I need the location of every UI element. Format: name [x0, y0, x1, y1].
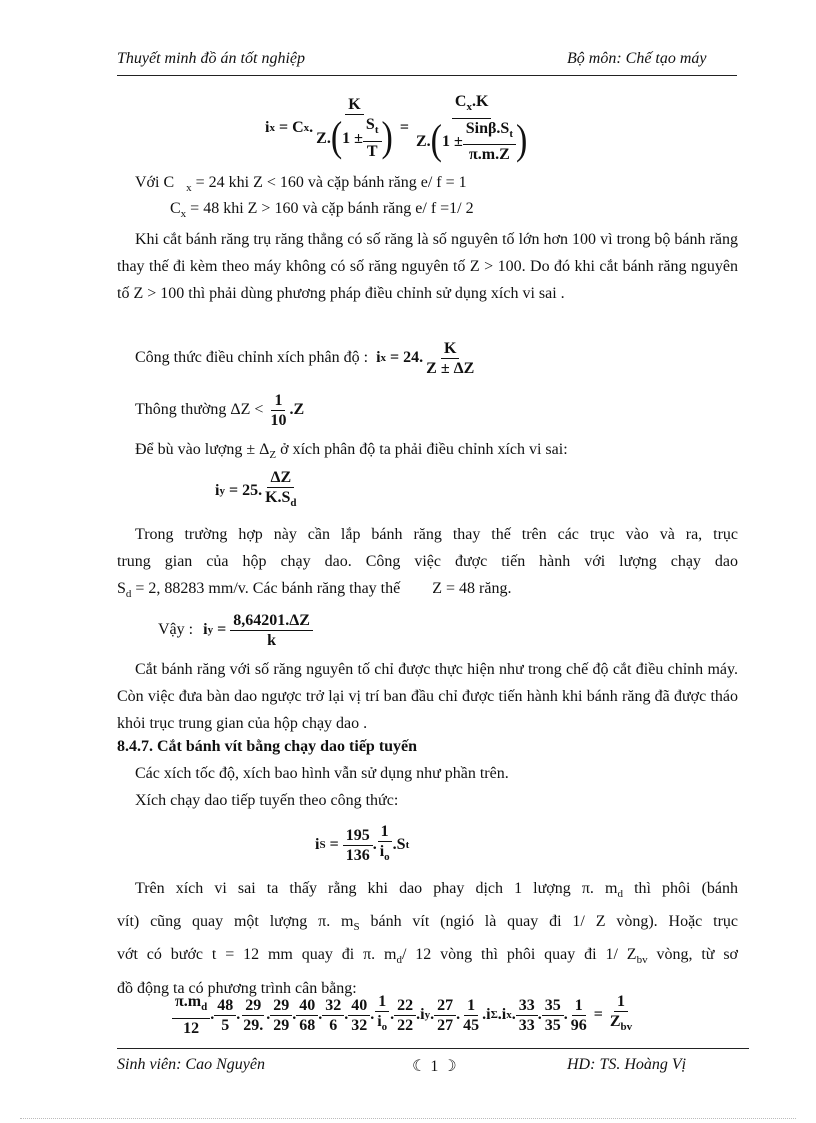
- formula-vay: Vậy : i y = $\frac{8,64201.\Delta Z}{k}$: [158, 606, 313, 654]
- eq-fraction: 33 33: [516, 996, 538, 1035]
- paragraph-feed-formula: Xích chạy dao tiếp tuyến theo công thức:: [135, 792, 399, 809]
- eq-fraction: 22 22: [394, 996, 416, 1035]
- paragraph-differential: Trên xích vi sai ta thấy rằng khi dao phay dịch 1 lượng π. $m_d$ thì phôi (bánh vít) cũng quay một lượng π. $m_S$ bánh vít (ngió là quay đi 1/ Z vòng). Hoặc trục vớt có bước t = 12 mm quay đi π. $m_d/$ 12 vòng thì phôi quay đi 1/ $Z_{bv}$ vòng, từ sơ đồ động ta có phương trình cân bằng:: [117, 880, 739, 997]
- dot: .: [292, 1006, 297, 1023]
- eq-fraction: 1 $i_o$: [374, 992, 390, 1037]
- footer-left: Sinh viên: Cao Nguyên: [117, 1056, 265, 1073]
- paragraph-change-gears: Trong trường hợp này cần lắp bánh răng thay thế trên các trục vào và ra, trục trung gian của hộp chạy dao. Công việc được tiến hành với lượng chạy dao $S_d = 2$, 88283 mm/v. Các bánh răng thay thế Z = 48 răng.: [117, 526, 738, 601]
- dot: .: [210, 1006, 215, 1023]
- eq-fraction: 40 68: [296, 996, 318, 1035]
- eq-subscript: o: [381, 1021, 388, 1034]
- eq-subscript: y: [424, 1009, 431, 1021]
- eq-fraction: 27 27: [434, 996, 456, 1035]
- paragraph-speed-chains: Các xích tốc độ, xích bao hình vẫn sử dụng như phần trên.: [135, 765, 509, 782]
- paragraph-prime-cutting: Cắt bánh răng với số răng nguyên tố chỉ được thực hiện như trong chế độ cắt điều chỉnh máy. Còn việc đưa bàn dao ngược trở lại vị trí ban đầu chỉ được tiến hành khi bánh răng đã được tháo khỏi trục trung gian của hộp chạy dao .: [117, 661, 738, 732]
- eq-text: .i: [482, 1006, 491, 1023]
- dot: .: [266, 1006, 271, 1023]
- formula-balance: [172, 990, 635, 1040]
- formula-delta-z: Thông thường ΔZ < 1 10 .Z: [135, 391, 305, 429]
- eq-text: .i: [497, 1006, 507, 1023]
- dot: .: [236, 1006, 241, 1023]
- eq-fraction: 32 6: [322, 996, 344, 1035]
- formula-iy: i y = 25. ΔZ $K.S_d$: [215, 469, 297, 510]
- dot: .: [456, 1006, 461, 1023]
- section-heading: 8.4.7. Cắt bánh vít bằng chạy dao tiếp tuyến: [117, 738, 418, 755]
- dot: .: [370, 1006, 375, 1023]
- dot: .: [430, 1006, 435, 1023]
- cx-line-2: $C_x = 48$ khi Z > 160 và cặp bánh răng e/ f =1/ 2: [170, 200, 474, 221]
- dot: .: [563, 1006, 568, 1023]
- eq-fraction: 48 5: [214, 996, 236, 1035]
- eq-subscript: Σ: [490, 1009, 498, 1021]
- dot: .: [390, 1006, 395, 1023]
- paragraph-prime-gears: Khi cắt bánh răng trụ răng thẳng có số răng là số nguyên tố lớn hơn 100 vì trong bộ bánh răng thay thế đi kèm theo máy không có số răng nguyên tố Z > 100. Do đó khi cắt bánh răng nguyên tố Z > 100 thì phải dùng phương pháp điều chỉnh sử dụng xích vi sai .: [117, 231, 738, 302]
- footer-right: HD: TS. Hoàng Vị: [567, 1056, 687, 1073]
- equals: =: [593, 1006, 603, 1023]
- eq-fraction: 40 32: [348, 996, 370, 1035]
- dot: .: [511, 1006, 516, 1023]
- header-left: Thuyết minh đồ án tốt nghiệp: [117, 50, 305, 67]
- formula-ix: i x = C x . K Z. ( 1 ± $\frac{S_t}{T}$ ) = $C_x.K$ Z. ( 1 ± $Sin\beta.S_t$ π.m.Z ): [265, 95, 530, 161]
- compensate-line: Để bù vào lượng ± $\Delta_Z$ ở xích phân độ ta phải điều chỉnh xích vi sai:: [135, 441, 568, 462]
- eq-fraction: 1 45: [463, 996, 480, 1034]
- eq-subscript: bv: [620, 1021, 633, 1034]
- dot: .: [537, 1006, 542, 1023]
- eq-fraction: 35 35: [542, 996, 564, 1035]
- eq-fraction: 29 29.: [243, 996, 264, 1034]
- footer-page-number: ☾ 1 ☽: [412, 1058, 457, 1075]
- dot: .: [318, 1006, 323, 1023]
- cx-line-1: Với C $_x$ = 24 khi Z < 160 và cặp bánh răng e/ f = 1: [135, 174, 467, 195]
- header-right: Bộ môn: Chế tạo máy: [567, 50, 707, 67]
- ix-fraction-1: K Z. ( 1 ± $\frac{S_t}{T}$ ): [316, 96, 393, 161]
- ix-fraction-2: $C_x.K$ Z. ( 1 ± $Sin\beta.S_t$ π.m.Z ): [415, 93, 528, 164]
- eq-fraction: 1 $Z_{bv}$: [609, 993, 633, 1034]
- page-edge-dots: [20, 1118, 796, 1119]
- footer-rule: [117, 1048, 749, 1049]
- formula-is: i S = $\frac{195}{136}$ . 1 $i_o$ .S t: [315, 823, 410, 864]
- eq-subscript: x: [506, 1009, 512, 1021]
- eq-fraction: $\frac{1}{96}$: [570, 996, 587, 1034]
- eq-subscript: d: [201, 1001, 208, 1014]
- header-rule: [117, 75, 737, 76]
- eq-text: .i: [416, 1006, 425, 1023]
- formula-division-chain: Công thức điều chỉnh xích phân độ : i x = 24. K Z ± ΔZ: [135, 339, 475, 377]
- dot: .: [344, 1006, 349, 1023]
- eq-fraction: 29 29: [270, 996, 292, 1035]
- eq-fraction: $\pi.m_d$ 12: [172, 992, 210, 1037]
